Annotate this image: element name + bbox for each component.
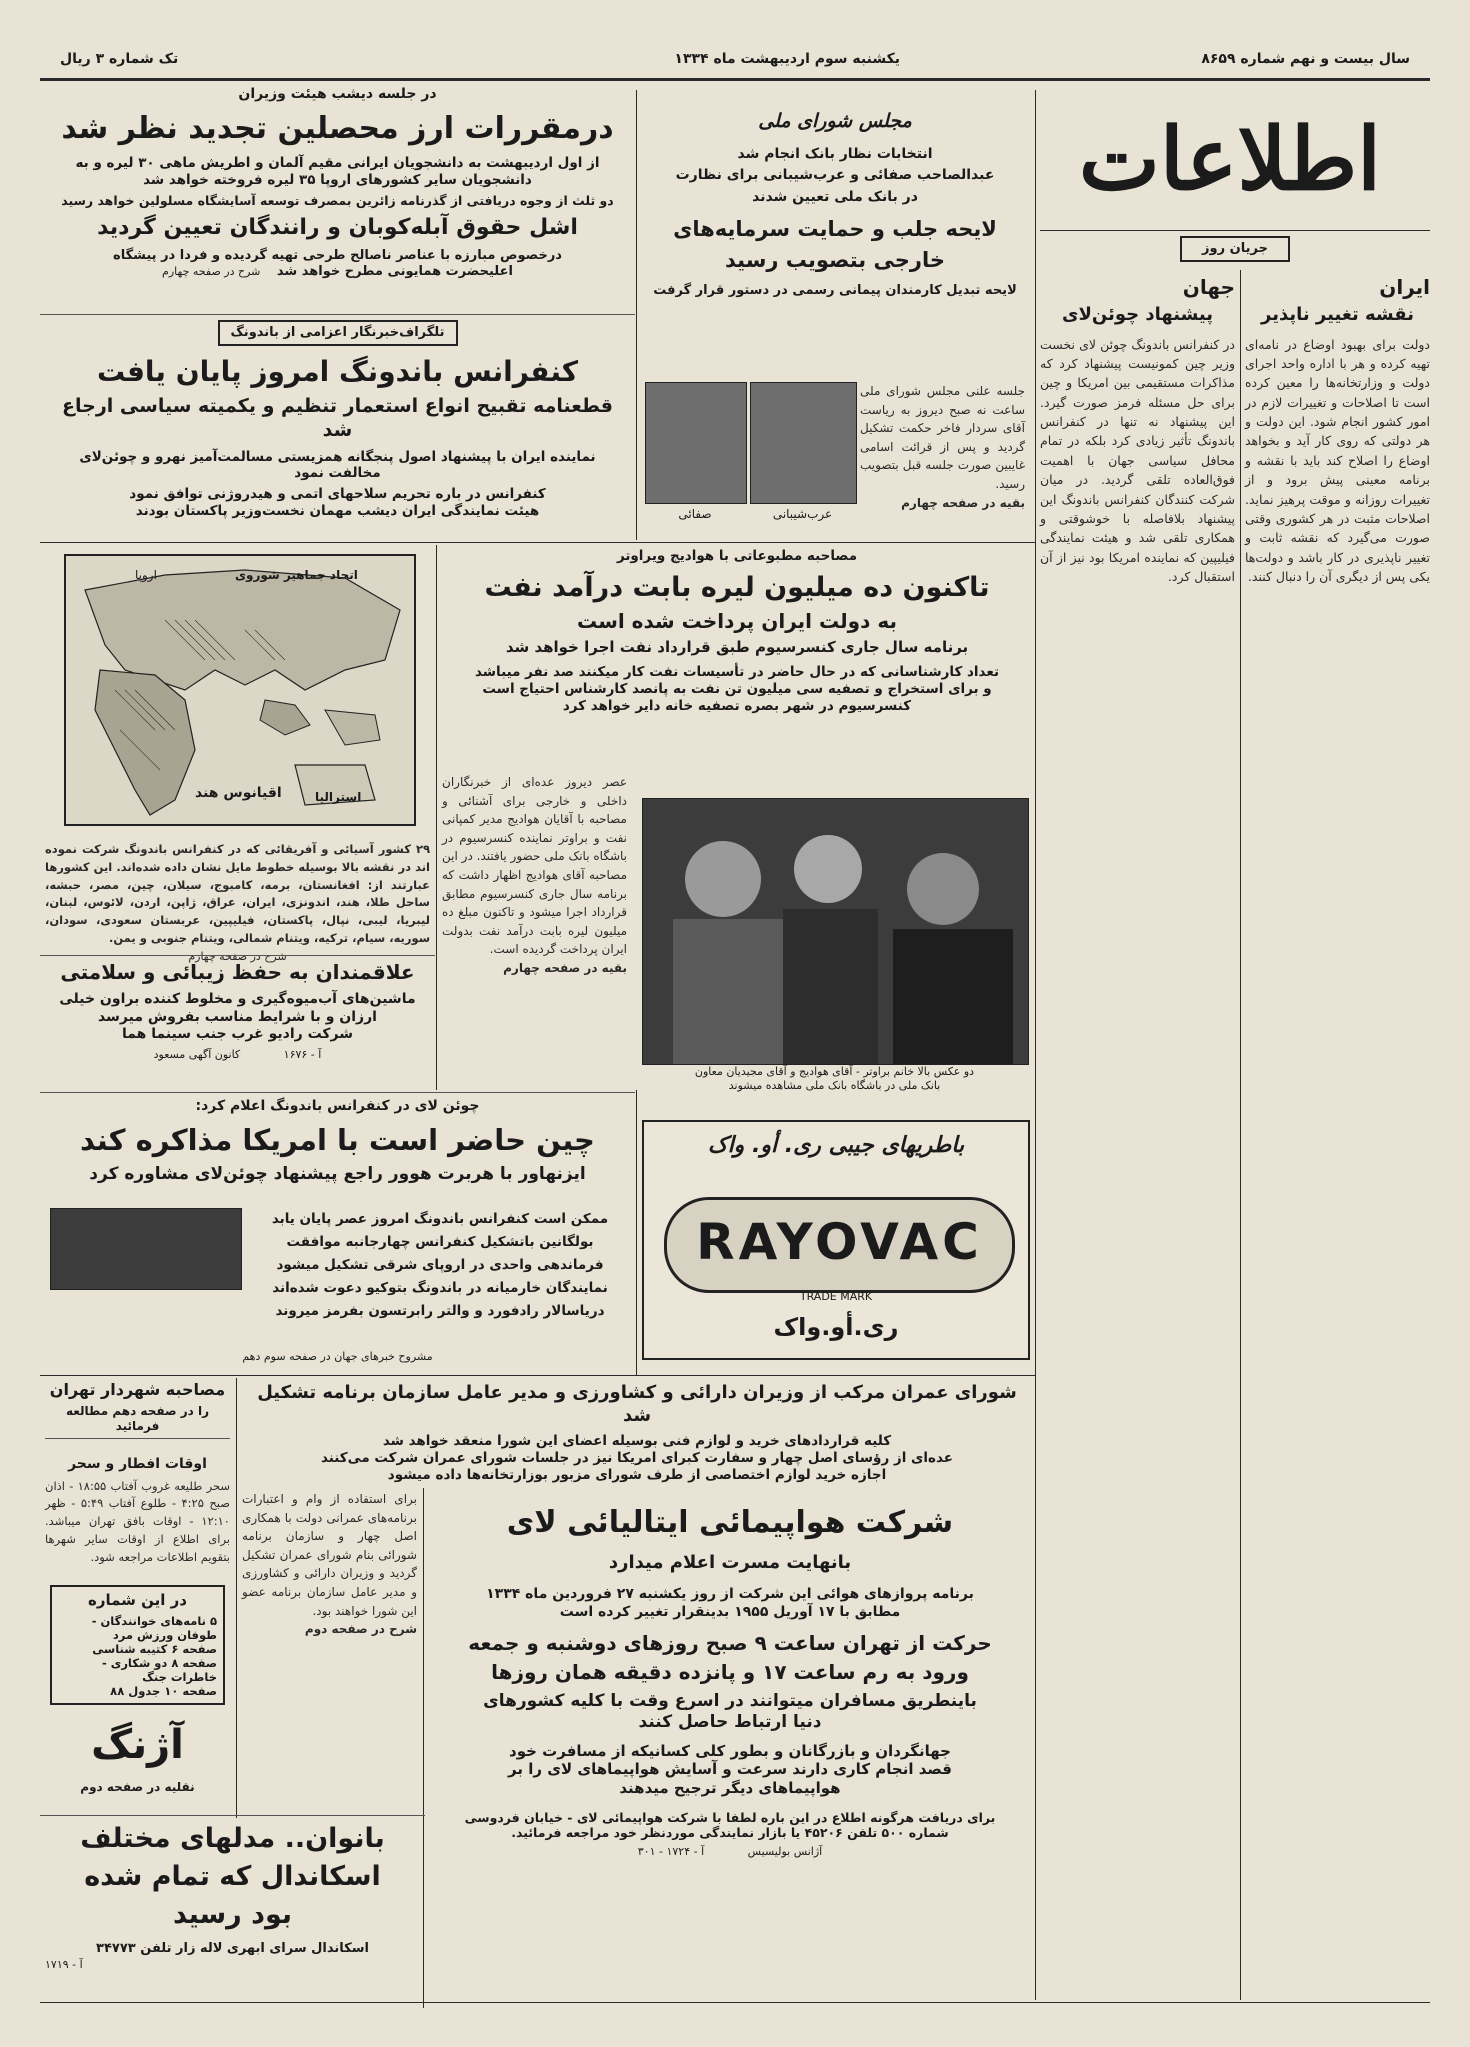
women-line1: بانوان.. مدلهای مختلف	[80, 1823, 385, 1854]
oil-photo	[642, 798, 1029, 1065]
world-headline: پیشنهاد چوئن‌لای	[1061, 304, 1214, 325]
oil-photo-figures	[643, 799, 1028, 1064]
map-label-indian-ocean: اقیانوس هند	[195, 785, 282, 801]
prayer-title: اوقات افطار و سحر	[68, 1456, 207, 1472]
china-kicker: چوئن لای در کنفرانس باندونگ اعلام کرد:	[195, 1098, 480, 1114]
majlis-line1: انتخابات نظار بانک انجام شد	[737, 145, 933, 162]
majlis-section	[640, 92, 1030, 542]
rayovac-ad	[642, 1120, 1030, 1360]
in-issue-item-1: صفحه ۶ کتیبه شناسی	[92, 1641, 217, 1656]
masthead-title: اطلاعات	[1078, 109, 1382, 210]
currency-line4: درخصوص مبارزه با عناصر ناصالح طرحی تهیه گردیده و فردا در پیشگاه	[113, 247, 562, 263]
women-small: اسکاندال سرای ابهری لاله زار تلفن ۳۴۷۷۳	[96, 1941, 369, 1957]
oil-headline: تاکنون ده میلیون لیره بابت درآمد نفت	[484, 571, 990, 603]
majlis-line3: در بانک ملی تعیین شدند	[752, 188, 918, 205]
beauty-agency: کانون آگهی مسعود	[153, 1047, 241, 1061]
iran-label: ایران	[1379, 275, 1430, 299]
map-label-australia: استرالیا	[315, 790, 362, 804]
oil-cont: بقیه در صفحه چهارم	[503, 960, 627, 975]
masthead-rule	[1040, 230, 1430, 231]
in-issue-item-2: صفحه ۸ دو شکاری - خاطرات جنگ	[102, 1655, 217, 1684]
women-line2: اسکاندال که تمام شده	[84, 1860, 381, 1892]
ali-h2: حرکت از تهران ساعت ۹ صبح روزهای دوشنبه و جمعه	[468, 1631, 992, 1655]
map-label-europe: اروپا	[135, 568, 157, 582]
majlis-body: جلسه علنی مجلس شورای ملی ساعت نه صبح دیروز به ریاست آقای سردار فاخر حکمت تشکیل گردید و پس از قرائت اسامی غایبین صورت جلسه قبل بتصویب رسید.	[860, 384, 1025, 491]
ali-code: آ - ۱۷۲۴ - ۳۰۱	[637, 1845, 705, 1858]
currency-kicker: در جلسه دیشب هیئت وزیران	[238, 86, 437, 102]
mayor-sub: را در صفحه دهم مطالعه فرمائید	[65, 1404, 210, 1433]
bandung-story	[45, 320, 630, 535]
currency-line2: دانشجویان سایر کشورهای اروپا ۳۵ لیره فروخته خواهد شد	[143, 171, 532, 188]
in-issue-item-0: ۵ نامه‌های خوانندگان - طوفان ورزش مرد	[91, 1613, 217, 1642]
col-rule-4	[436, 545, 437, 1090]
map-block	[45, 550, 430, 963]
lower-left-column	[45, 1380, 230, 1810]
photo-arab-sheibani	[750, 382, 857, 504]
iran-body: دولت برای بهبود اوضاع در نامه‌ای تهیه کرده و هر با اداره واحد اجرای دولت و وزارتخانه‌ها را معین کرده است تا اصلاحات و تغییرات لازم در امور کشور انجام شود. این دولت و هر دولتی که روی کار آید و بخواهد اوضاع را اصلاح کند باید با نقشه و برنامه معینی پیش برود و از تغییرات روزانه و موقت پرهیز نماید. اصلاحات مثبت در هر کشوری وقتی صورت می‌گیرد که نقشه ثابت و تغییر ناپذیری در کار باشد و دولت‌ها یکی پس از دیگری آن را دنبال کنند.	[1245, 336, 1430, 584]
oil-line1: تعداد کارشناسانی که در حال حاضر در تأسیسات نفت کار میکنند صد نفر میباشد	[474, 664, 1000, 681]
iran-headline: نقشه تغییر ناپذیر	[1261, 304, 1414, 325]
oil-photo-caption2: بانک ملی در باشگاه بانک ملی مشاهده میشوند	[728, 1079, 941, 1092]
omran-headline: شورای عمران مرکب از وزیران دارائی و کشاورزی و مدیر عامل سازمان برنامه تشکیل شد	[257, 1382, 1017, 1426]
photo-safaei	[645, 382, 747, 504]
women-ad	[45, 1822, 420, 1997]
caption-safaei: صفائی	[678, 507, 712, 521]
header-strip	[40, 45, 1430, 75]
rayovac-logo-band	[664, 1197, 1015, 1293]
ali-line5: جهانگردان و بازرگانان و بطور کلی کسانیکه از مسافرت خود	[509, 1741, 951, 1760]
omran-line3: اجازه خرید لوازم اختصاصی از طرف شورای مزبور بوزارتخانه‌ها داده میشود	[387, 1466, 887, 1483]
currency-headline: درمقررات ارز محصلین تجدید نظر شد	[61, 110, 614, 146]
rayovac-brand: RAYOVAC	[696, 1213, 983, 1271]
in-issue-box	[50, 1585, 225, 1705]
header-issue: سال بیست و نهم شماره ۸۶۵۹	[1201, 51, 1410, 67]
oil-kicker: مصاحبه مطبوعاتی با هوادیج ویراوتر	[616, 548, 858, 564]
currency-line1: از اول اردیبهشت به دانشجویان ایرانی مقیم آلمان و اطریش ماهی ۳۰ لیره و به	[75, 155, 600, 171]
beauty-code: آ - ۱۶۷۶	[283, 1047, 322, 1061]
rule-map	[40, 955, 435, 956]
in-issue-title: در این شماره	[88, 1591, 187, 1609]
china-sub: ایزنهاور با هربرت هوور راجع پیشنهاد چوئن‌لای مشاوره کرد	[89, 1163, 586, 1184]
bandung-line1: نماینده ایران با پیشنهاد اصول پنجگانه همزیستی مسالمت‌آمیز نهرو و چوئن‌لای	[79, 448, 596, 465]
china-line4: نمایندگان خارمیانه در باندونگ بتوکیو دعوت شده‌اند	[272, 1279, 608, 1296]
rule-currency	[40, 314, 635, 315]
majlis-cont: بقیه در صفحه چهارم	[901, 495, 1025, 510]
beauty-line1: ماشین‌های آب‌میوه‌گیری و مخلوط کننده براون خیلی	[59, 991, 416, 1007]
oil-body-box	[442, 773, 627, 1093]
ali-headline: شرکت هواپیمائی ایتالیائی لای	[506, 1505, 954, 1540]
rule-women	[40, 1815, 425, 1816]
majlis-body-box	[860, 382, 1025, 532]
map-label-ussr: اتحاد جماهیر شوروی	[235, 568, 358, 582]
beauty-footer	[45, 1048, 430, 1062]
ali-footer	[430, 1845, 1030, 1859]
ali-sub: بانهایت مسرت اعلام میدارد	[608, 1551, 852, 1573]
azhang-title: آژنگ	[91, 1722, 184, 1768]
china-photo	[50, 1208, 242, 1290]
beauty-headline: علاقمندان به حفظ زیبائی و سلامتی	[60, 960, 415, 984]
rule-mid-top	[40, 542, 1035, 543]
majlis-sub: لایحه تبدیل کارمندان پیمانی رسمی در دستور قرار گرفت	[653, 282, 1017, 298]
ali-line2: مطابق با ۱۷ آوریل ۱۹۵۵ بدینقرار تغییر کرده است	[559, 1603, 901, 1620]
omran-cont: شرح در صفحه دوم	[304, 1622, 417, 1637]
map-cont: شرح در صفحه چهارم	[188, 949, 287, 963]
col-rule-7	[423, 1488, 424, 2008]
header-date: یکشنبه سوم اردیبهشت ماه ۱۳۳۴	[674, 51, 900, 67]
rayovac-title: باطریهای جیبی ری. أو. واک	[707, 1133, 965, 1158]
china-lines	[250, 1208, 630, 1348]
azhang-sub: نقلیه در صفحه دوم	[80, 1780, 195, 1794]
col-rule-6	[236, 1378, 237, 1818]
ali-agency: آژانس بولیسیس	[747, 1845, 823, 1858]
ali-line1: برنامه پروازهای هوائی این شرکت از روز یکشنبه ۲۷ فروردین ماه ۱۳۳۴	[486, 1586, 974, 1602]
women-line3: بود رسید	[172, 1898, 293, 1930]
ali-ad	[430, 1490, 1030, 2000]
rule-lower	[40, 1375, 1035, 1376]
ali-line6: قصد انجام کاری دارند سرعت و آسایش هواپیماهای لای را بر	[508, 1760, 952, 1779]
omran-line1: کلیه قراردادهای خرید و لوازم فنی بوسیله اعضای این شورا منعقد خواهد شد	[382, 1433, 892, 1449]
majlis-line2: عبدالصاحب صفائی و عرب‌شیبانی برای نظارت	[675, 167, 995, 184]
oil-sub2: برنامه سال جاری کنسرسیوم طبق قرارداد نفت اجرا خواهد شد	[505, 637, 969, 656]
china-story	[45, 1098, 630, 1373]
section-box	[1180, 236, 1290, 262]
china-headline: چین حاضر است با امریکا مذاکره کند	[80, 1122, 595, 1157]
currency-line5: اعلیحضرت همایونی مطرح خواهد شد	[276, 264, 513, 280]
caption-arab-sheibani: عرب‌شیبانی	[772, 507, 833, 521]
ali-line7: هواپیماهای دیگر ترجیح میدهند	[619, 1779, 841, 1797]
rule-china-top	[40, 1092, 635, 1093]
ali-line4: دنیا ارتباط حاصل کنند	[638, 1712, 822, 1733]
masthead	[1040, 90, 1420, 230]
header-price: تک شماره ۳ ریال	[60, 51, 179, 67]
prayer-body: سحر طلیعه غروب آفتاب ۱۸:۵۵ - اذان صبح ۴:۲۵ - طلوع آفتاب ۵:۴۹ - ظهر ۱۲:۱۰ - اوقات بافق تهران میباشد. برای اطلاع از اوقات سایر شهرها بتقویم اطلاعات مراجعه شود.	[45, 1478, 231, 1564]
bandung-line4: هیئت نمایندگی ایران دیشب مهمان نخست‌وزیر پاکستان بودند	[135, 503, 540, 520]
oil-story	[442, 548, 1032, 1093]
bandung-line3: کنفرانس در باره تحریم سلاحهای اتمی و هیدروژنی توافق نمود	[129, 486, 546, 503]
beauty-line2: ارزان و با شرایط مناسب بفروش میرسد	[98, 1008, 377, 1025]
china-line1: ممکن است کنفرانس باندونگ امروز عصر پایان یابد	[271, 1211, 609, 1227]
currency-line3: دو ثلث از وجوه دریافتی از گذرنامه زائرین بمصرف توسعه آسایشگاه مسلولین خواهد رسید	[61, 192, 614, 208]
in-issue-item-3: صفحه ۱۰ جدول ۸۸	[110, 1683, 217, 1698]
world-body: در کنفرانس باندونگ چوئن لای نخست وزیر چین کمونیست پیشنهاد کرد که مذاکرات مستقیمی بین امریکا و چین برای حل مسئله فرمز صورت گیرد. این پیشنهاد نه تنها در کنفرانس باندونگ تأثیر زیادی کرد بلکه در تمام محافل سیاسی جهان با اهمیت فوق‌العاده تلقی گردید. در میان شرکت کنندگان کنفرانس باندونگ این پیشنهاد بلافاصله با خوشوقتی و همکاری تلقی شد و هیئت نمایندگی فیلیپین که نماینده امریکا بود نیز از آن استقبال کرد.	[1040, 336, 1235, 584]
oil-sub1: به دولت ایران پرداخت شده است	[577, 608, 897, 633]
bandung-telegram: تلگراف‌خبرنگار اعزامی از باندونگ	[230, 325, 445, 340]
beauty-ad	[45, 960, 430, 1085]
mayor-headline: مصاحبه شهردار تهران	[49, 1380, 226, 1399]
bandung-telegram-box	[218, 320, 458, 346]
map-caption: ۲۹ کشور آسیائی و آفریقائی که در کنفرانس باندونگ شرکت نموده اند در نقشه بالا بوسیله خطوط مایل نشان داده شده‌اند. این کشورها عبارتند از: افغانستان، برمه، کامبوج، سیلان، چین، مصر، حبشه، ساحل طلا، هند، اندونزی، ایران، عراق، ژاپن، اردن، لائوس، لبنان، لیبریا، لیبی، نپال، پاکستان، فیلیپین، عربستان سعودی، سودان، سوریه، سیام، ترکیه، ویتنام شمالی، ویتنام جنوبی و یمن.	[45, 842, 430, 946]
currency-line5-row	[45, 264, 630, 280]
currency-cont: شرح در صفحه چهارم	[162, 265, 261, 279]
bandung-line2: مخالفت نمود	[294, 465, 381, 482]
china-line2: بولگانین باتشکیل کنفرانس چهارجانبه موافقت	[286, 1233, 594, 1250]
bandung-sub: قطعنامه تقبیح انواع استعمار تنظیم و یکمیته سیاسی ارجاع شد	[62, 395, 613, 441]
currency-story	[45, 86, 630, 311]
omran-body-box	[242, 1490, 417, 1810]
oil-body: عصر دیروز عده‌ای از خبرنگاران داخلی و خارجی برای آشنائی و مصاحبه با آقایان هوادیج مدیر کمپانی نفت و براوتر نماینده کنسرسیوم در باشگاه بانک ملی حضور یافتند. در این مصاحبه آقای هوادیج اظهار داشت که برنامه سال جاری کنسرسیوم مطابق قرارداد اجرا میشود و تاکنون مبلغ ده میلیون لیره بابت درآمد نفت بدولت ایران پرداخت گردیده است.	[442, 775, 627, 957]
col-rule-1	[1240, 270, 1241, 2000]
omran-story	[242, 1382, 1032, 1482]
col-rule-5	[636, 1090, 637, 1375]
section-box-label: جریان روز	[1202, 241, 1268, 256]
iran-column	[1245, 275, 1430, 1995]
col-rule-2	[1035, 90, 1036, 2000]
oil-photo-caption1: دو عکس بالا خانم براوتر - آقای هوادیج و آقای مجیدیان معاون	[694, 1065, 975, 1078]
col-rule-3	[636, 90, 637, 540]
china-line5: دریاسالار رادفورد و والتر رابرتسون بفرمز میروند	[275, 1302, 605, 1319]
ali-contact: برای دریافت هرگونه اطلاع در این باره لطفا با شرکت هواپیمائی لای - خیابان فردوسی شماره ۵۰۰ تلفن ۴۵۲۰۶ یا بازار نمایندگی موردنظر خود مراجعه فرمائید.	[464, 1809, 996, 1841]
bottom-rule	[40, 2002, 1430, 2003]
beauty-line3: شرکت رادیو غرب جنب سینما هما	[121, 1026, 354, 1042]
majlis-headline2: خارجی بتصویب رسید	[725, 247, 945, 272]
omran-line2: عده‌ای از رؤسای اصل چهار و سفارت کبرای امریکا نیز در جلسات شورای عمران شرکت می‌کنند	[320, 1449, 954, 1466]
china-cont: مشروح خبرهای جهان در صفحه سوم دهم	[242, 1350, 433, 1363]
women-code: آ - ۱۷۱۹	[45, 1957, 83, 1971]
bandung-headline: کنفرانس باندونگ امروز پایان یافت	[96, 355, 579, 388]
ali-line3: باینطریق مسافران میتوانند در اسرع وقت با کلیه کشورهای	[483, 1691, 977, 1711]
oil-line2: و برای استخراج و تصفیه سی میلیون تن نفت به پانصد کارشناس احتیاج است	[482, 681, 992, 698]
ali-h3: ورود به رم ساعت ۱۷ و پانزده دقیقه همان روزها	[491, 1660, 969, 1684]
world-label: جهان	[1182, 275, 1235, 299]
rayovac-tag: TRADE MARK	[799, 1290, 873, 1303]
world-column	[1040, 275, 1235, 1995]
rayovac-persian: ری.أو.واک	[773, 1313, 899, 1341]
majlis-label: مجلس شورای ملی	[758, 110, 912, 132]
header-rule	[40, 78, 1430, 81]
oil-line3: کنسرسیوم در شهر بصره تصفیه خانه دایر خواهد کرد	[562, 698, 912, 715]
rule-mayor	[45, 1438, 230, 1439]
majlis-headline1: لایحه جلب و حمایت سرمایه‌های	[673, 217, 997, 242]
omran-body: برای استفاده از وام و اعتبارات برنامه‌های عمرانی دولت با همکاری اصل چهار و سازمان برنامه شورائی بنام شورای عمران تشکیل گردید و وزیران دارائی و کشاورزی و مدیر عامل سازمان برنامه عضو این شورا خواهند بود.	[242, 1492, 417, 1618]
china-line3: فرماندهی واحدی در اروپای شرقی تشکیل میشود	[276, 1256, 604, 1273]
currency-head2: اشل حقوق آبله‌کوبان و رانندگان تعیین گردید	[97, 215, 578, 241]
